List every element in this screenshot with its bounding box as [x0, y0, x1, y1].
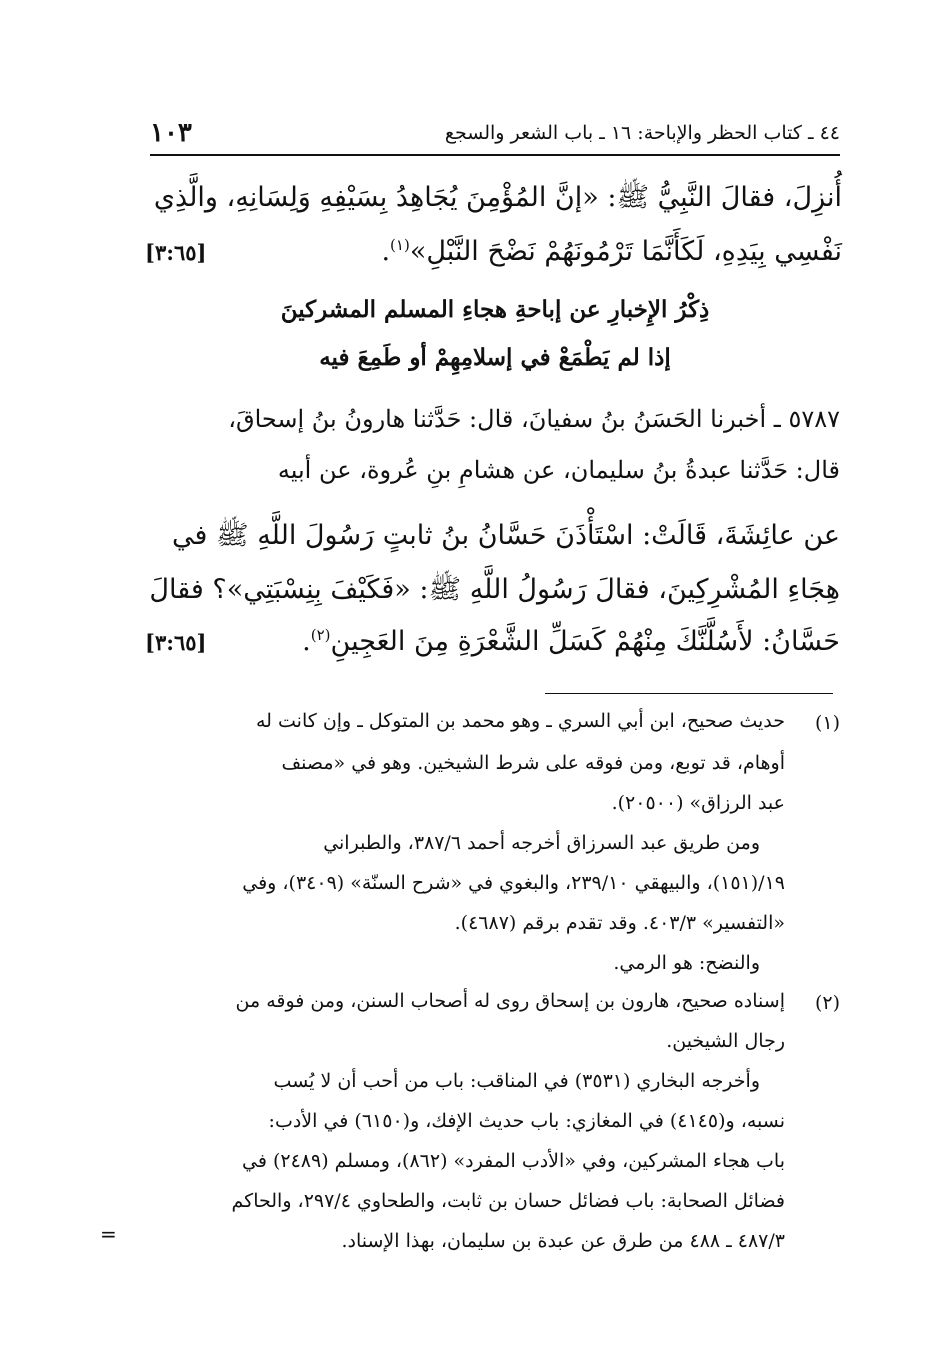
header-rule [150, 154, 840, 156]
footnote-line: عبد الرزاق» (٢٠٥٠٠). [611, 792, 785, 814]
footnote-line: باب هجاء المشركين، وفي «الأدب المفرد» (٨٦٢)، ومسلم (٢٤٨٩) في [241, 1150, 785, 1172]
continuation-mark: = [100, 1222, 117, 1246]
text-line [154, 180, 842, 220]
matn-line: عن عائِشَةَ، قَالَتْ: اسْتَأْذَنَ حَسَّانُ بنُ ثابتٍ رَسُولَ اللَّهِ ﷺ في [172, 520, 840, 551]
footnote-line: أوهام، قد توبع، ومن فوقه على شرط الشيخين. وهو في «مصنف [281, 752, 785, 774]
footnote-line: نسبه، و(٤١٤٥) في المغازي: باب حديث الإفك، و(٦١٥٠) في الأدب: [268, 1110, 785, 1132]
isnad-line: قال: حَدَّثنا عبدةُ بنُ سليمان، عن هشامِ بنِ عُروة، عن أبيه [277, 456, 840, 484]
footnote-line: رجال الشيخين. [666, 1030, 785, 1052]
source-reference: [٣:٦٥] [145, 240, 207, 265]
footnote-ref-2: (٢) [310, 626, 331, 644]
running-title: ٤٤ ـ كتاب الحظر والإباحة: ١٦ ـ باب الشعر والسجع [444, 122, 840, 144]
footnote-line: حديث صحيح، ابن أبي السري ـ وهو محمد بن المتوكل ـ وإن كانت له [255, 710, 785, 732]
footnote-line: وأخرجه البخاري (٣٥٣١) في المناقب: باب من أحب أن لا يُسب [273, 1070, 760, 1092]
footnote-line: «التفسير» ٤٠٣/٣. وقد تقدم برقم (٤٦٨٧). [454, 912, 785, 934]
matn-line: حَسَّانُ: لأَسُلَّنَّكَ مِنْهُمْ كَسَلِّ الشَّعْرَةِ مِنَ العَجِينِ$^{(٢)}$. [302, 626, 840, 657]
page-number: ١٠٣ [150, 118, 192, 148]
footnote-label: (١) [814, 712, 840, 734]
text-line-content: نَفْسِي بِيَدِهِ، لَكَأَنَّمَا تَرْمُونَهُمْ نَضْحَ النَّبْلِ» [409, 236, 842, 267]
footnote-line: فضائل الصحابة: باب فضائل حسان بن ثابت، والطحاوي ٢٩٧/٤، والحاكم [231, 1190, 785, 1212]
section-heading: ذِكْرُ الإِخبارِ عن إباحةِ هجاءِ المسلم المشركينَ [280, 296, 710, 323]
footnote-line: والنضح: هو الرمي. [613, 952, 760, 974]
text-line-content: أُنزِلَ، فقالَ النَّبِيُّ ﷺ: «إنَّ المُؤْمِنَ يُجَاهِدُ بِسَيْفِهِ وَلِسَانِهِ، والَّذِي [153, 182, 842, 213]
text-line: نَفْسِي بِيَدِهِ، لَكَأَنَّمَا تَرْمُونَهُمْ نَضْحَ النَّبْلِ»$^{(١)}$. [381, 236, 842, 267]
section-subheading: إذا لم يَطْمَعْ في إسلامِهِمْ أو طَمِعَ فيه [319, 344, 671, 371]
matn-line: هِجَاءِ المُشْرِكِينَ، فقالَ رَسُولُ اللَّهِ ﷺ: «فَكَيْفَ بِنِسْبَتِي»؟ فقالَ [149, 574, 840, 605]
page-header [150, 118, 840, 148]
footnote-ref-1: (١) [390, 236, 410, 254]
footnote-label: (٢) [814, 992, 840, 1014]
footnote-rule [545, 693, 833, 694]
footnote-line: ٤٨٧/٣ ـ ٤٨٨ من طرق عن عبدة بن سليمان، بهذا الإسناد. [341, 1230, 785, 1252]
source-reference: [٣:٦٥] [145, 630, 207, 655]
footnote-line: ١٩/(١٥١)، والبيهقي ٢٣٩/١٠، والبغوي في «شرح السنّة» (٣٤٠٩)، وفي [242, 872, 785, 894]
text-line-content: حَسَّانُ: لأَسُلَّنَّكَ مِنْهُمْ كَسَلِّ الشَّعْرَةِ مِنَ العَجِينِ [330, 626, 840, 657]
hadith-number-line: ٥٧٨٧ ـ أخبرنا الحَسَنُ بنُ سفيانَ، قال: حَدَّثنا هارونُ بنُ إسحاقَ، [228, 405, 840, 433]
footnote-line: إسناده صحيح، هارون بن إسحاق روى له أصحاب السنن، ومن فوقه من [235, 990, 785, 1012]
footnote-line: ومن طريق عبد السرزاق أخرجه أحمد ٣٨٧/٦، والطبراني [323, 832, 760, 854]
